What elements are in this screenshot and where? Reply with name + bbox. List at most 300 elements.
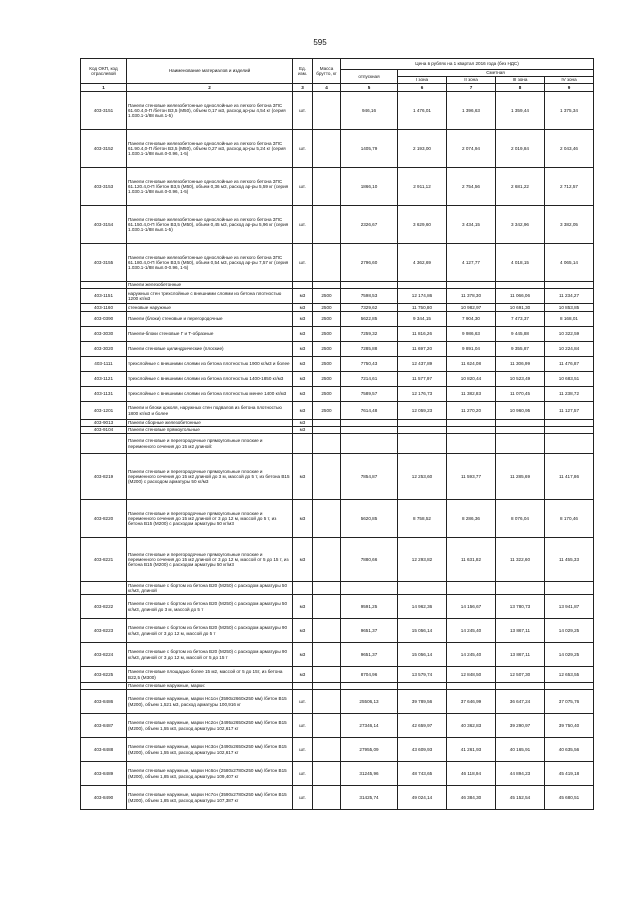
table-row	[81, 714, 594, 738]
header-name: Наименование материалов и изделий	[127, 59, 293, 84]
row-zone-4-price: 11 238,72	[545, 387, 594, 402]
row-zone-2-price: 2 074,94	[447, 130, 496, 168]
row-release-price: 946,16	[341, 92, 398, 130]
row-zone-4-price: 8 170,46	[545, 500, 594, 538]
row-release-price: 7598,53	[341, 289, 398, 304]
row-name: Панели стеновые с бортом из бетона В20 (М250) с расходом арматуры 90 кг/м3, длиной от 3 до 12 м, массой от 5 до 15 т	[127, 643, 293, 667]
table-row	[81, 282, 594, 289]
table-row	[81, 168, 594, 206]
row-mass: 2500	[313, 372, 341, 387]
row-zone-1-price: 11 816,26	[398, 327, 447, 342]
row-zone-3-price: 9 445,88	[496, 327, 545, 342]
row-unit: м3	[293, 372, 313, 387]
row-zone-2-price: 11 378,30	[447, 289, 496, 304]
row-code: 403-3155	[81, 244, 127, 282]
row-zone-2-price	[447, 683, 496, 690]
column-index: 6	[398, 84, 447, 92]
row-name: Панели стеновые и перегородочные прямоугольные плоские и переменного сечения до 15 м2 длиной до 3 м, массой до 5 т, из бетона В15 (М200) с расходом арматуры 50 кг/м3	[127, 454, 293, 500]
row-mass	[313, 714, 341, 738]
row-release-price: 31245,96	[341, 762, 398, 786]
row-code: 403-1111	[81, 357, 127, 372]
row-unit: шт.	[293, 738, 313, 762]
row-zone-1-price: 15 056,14	[398, 643, 447, 667]
row-name: Панели сборные железобетонные	[127, 420, 293, 427]
table-row	[81, 683, 594, 690]
row-zone-2-price: 14 245,40	[447, 643, 496, 667]
row-release-price: 7880,66	[341, 538, 398, 582]
row-zone-4-price: 10 224,84	[545, 342, 594, 357]
row-zone-1-price	[398, 434, 447, 454]
row-unit: м3	[293, 667, 313, 683]
row-release-price: 5620,85	[341, 500, 398, 538]
row-code: 403-8490	[81, 786, 127, 810]
row-zone-4-price	[545, 282, 594, 289]
row-zone-1-price: 9 344,15	[398, 312, 447, 327]
row-zone-1-price: 11 577,97	[398, 372, 447, 387]
row-release-price	[341, 427, 398, 434]
row-code: 403-8219	[81, 454, 127, 500]
row-name: Панели стеновые с бортом из бетона В20 (М250) с расходом арматуры 50 кг/м3, длиной до 3 м, массой до 5 т	[127, 595, 293, 619]
row-zone-1-price	[398, 427, 447, 434]
row-code: 403-8222	[81, 595, 127, 619]
row-zone-2-price: 9 986,63	[447, 327, 496, 342]
row-zone-1-price: 12 253,60	[398, 454, 447, 500]
row-mass: 2500	[313, 342, 341, 357]
row-zone-3-price	[496, 282, 545, 289]
row-unit: м3	[293, 327, 313, 342]
row-zone-2-price: 12 848,50	[447, 667, 496, 683]
table-row	[81, 619, 594, 643]
row-code: 403-8221	[81, 538, 127, 582]
table-row	[81, 786, 594, 810]
row-zone-4-price: 1 375,34	[545, 92, 594, 130]
row-zone-1-price: 12 293,82	[398, 538, 447, 582]
row-zone-1-price: 12 437,89	[398, 357, 447, 372]
row-unit: м3	[293, 289, 313, 304]
row-release-price: 7854,87	[341, 454, 398, 500]
row-unit: шт.	[293, 786, 313, 810]
row-name: наружных стен трехслойные с внешними слоями из бетона плотностью 1200 кг/м3	[127, 289, 293, 304]
row-zone-3-price: 2 681,22	[496, 168, 545, 206]
row-zone-4-price: 10 322,59	[545, 327, 594, 342]
row-code: 403-0390	[81, 312, 127, 327]
row-release-price: 2796,60	[341, 244, 398, 282]
row-zone-1-price	[398, 683, 447, 690]
row-code: 403-1160	[81, 304, 127, 312]
row-zone-2-price: 7 904,30	[447, 312, 496, 327]
table-row	[81, 312, 594, 327]
table-row	[81, 206, 594, 244]
column-index: 5	[341, 84, 398, 92]
row-zone-4-price: 45 419,18	[545, 762, 594, 786]
row-zone-1-price: 15 056,14	[398, 619, 447, 643]
row-zone-4-price: 14 029,25	[545, 619, 594, 643]
row-unit: шт.	[293, 206, 313, 244]
row-name: Панели стеновые железобетонные однослойные из легкого бетона ЗПС 61.60.4,0-П /бетон В3,5 (М50), объем 0,17 м3, расход ар-ры 4,54 кг (серия 1.030.1-1/88 вып.1-5)	[127, 92, 293, 130]
row-release-price: 27346,14	[341, 714, 398, 738]
row-zone-2-price	[447, 582, 496, 595]
row-zone-3-price	[496, 582, 545, 595]
row-mass	[313, 667, 341, 683]
row-unit: шт.	[293, 690, 313, 714]
table-row	[81, 130, 594, 168]
row-zone-4-price: 4 065,14	[545, 244, 594, 282]
row-release-price: 1866,10	[341, 168, 398, 206]
row-zone-2-price	[447, 427, 496, 434]
row-zone-1-price: 13 579,74	[398, 667, 447, 683]
row-zone-2-price: 10 982,97	[447, 304, 496, 312]
column-index: 2	[127, 84, 293, 92]
row-code	[81, 683, 127, 690]
row-release-price	[341, 434, 398, 454]
row-name: Панели стеновые и перегородочные прямоугольные плоские и переменного сечения до 15 м2 длиной от 3 до 12 м, массой до 5 т, из бетона В15 (М200) с расходом арматуры 50 кг/м3	[127, 500, 293, 538]
row-mass	[313, 500, 341, 538]
table-row	[81, 454, 594, 500]
header-unit: Ед. изм.	[293, 59, 313, 84]
row-code: 403-8488	[81, 738, 127, 762]
row-zone-3-price: 12 507,30	[496, 667, 545, 683]
row-release-price: 1405,79	[341, 130, 398, 168]
row-mass	[313, 92, 341, 130]
row-zone-2-price	[447, 434, 496, 454]
row-zone-1-price: 11 697,20	[398, 342, 447, 357]
table-body	[81, 92, 594, 810]
row-zone-3-price: 13 867,11	[496, 619, 545, 643]
column-index: 8	[496, 84, 545, 92]
row-name: Панели стеновые и перегородочные прямоугольные плоские и переменного сечения до 15 м2 длиной от 3 до 12 м, массой от 5 до 15 т, из бетона В15 (М200) с расходом арматуры 50 кг/м3	[127, 538, 293, 582]
row-zone-1-price: 12 059,23	[398, 402, 447, 420]
row-zone-2-price	[447, 420, 496, 427]
row-mass	[313, 420, 341, 427]
row-code	[81, 282, 127, 289]
row-code: 403-1201	[81, 402, 127, 420]
row-zone-3-price: 36 647,24	[496, 690, 545, 714]
row-unit	[293, 434, 313, 454]
row-zone-2-price: 11 624,08	[447, 357, 496, 372]
header-mass: Масса брутто, кг	[313, 59, 341, 84]
row-zone-3-price	[496, 420, 545, 427]
row-zone-3-price: 10 523,49	[496, 372, 545, 387]
row-mass	[313, 282, 341, 289]
row-zone-1-price	[398, 582, 447, 595]
header-zone-2: II зона	[447, 77, 496, 84]
row-name: Панели железобетонные	[127, 282, 293, 289]
row-mass: 2500	[313, 402, 341, 420]
row-unit: шт.	[293, 714, 313, 738]
table-row	[81, 420, 594, 427]
table-row	[81, 434, 594, 454]
row-mass	[313, 683, 341, 690]
row-release-price: 7285,88	[341, 342, 398, 357]
row-mass: 2500	[313, 327, 341, 342]
row-name: Панели стеновые железобетонные однослойные из легкого бетона ЗПС 61.90.4,0-П /бетон В3,5 (М50), объем 0,27 м3, расход ар-ры 5,24 кг (серия 1.030.1-1/88 вып.0-0.96, 1-5)	[127, 130, 293, 168]
row-zone-3-price: 45 152,54	[496, 786, 545, 810]
row-zone-1-price: 14 962,36	[398, 595, 447, 619]
row-mass	[313, 130, 341, 168]
row-zone-4-price: 40 635,56	[545, 738, 594, 762]
row-zone-4-price: 10 853,85	[545, 304, 594, 312]
row-release-price: 27955,09	[341, 738, 398, 762]
row-zone-1-price: 1 476,01	[398, 92, 447, 130]
table-row	[81, 289, 594, 304]
column-index: 1	[81, 84, 127, 92]
row-unit: шт.	[293, 244, 313, 282]
row-unit: м3	[293, 387, 313, 402]
row-mass	[313, 786, 341, 810]
row-mass	[313, 168, 341, 206]
row-zone-1-price	[398, 282, 447, 289]
row-zone-2-price: 3 434,15	[447, 206, 496, 244]
row-name: Панели стеновые и перегородочные прямоугольные плоские и переменного сечения до 15 м2 длиной:	[127, 434, 293, 454]
row-code	[81, 434, 127, 454]
table-row	[81, 500, 594, 538]
row-name: Панели стеновые наружные, марки Нс6сн (2580х2780х250 мм) /бетон В15 (М200), объем 1,85 м3, расход арматуры 109,407 кг	[127, 762, 293, 786]
row-zone-4-price: 3 382,05	[545, 206, 594, 244]
row-zone-2-price: 46 118,94	[447, 762, 496, 786]
row-unit: м3	[293, 304, 313, 312]
row-zone-1-price: 43 609,93	[398, 738, 447, 762]
row-name: Панели стеновые с бортом из бетона В20 (М250) с расходом арматуры 90 кг/м3, длиной от 3 до 12 м, массой до 5 т	[127, 619, 293, 643]
row-release-price: 7259,32	[341, 327, 398, 342]
row-release-price: 8704,96	[341, 667, 398, 683]
row-zone-3-price: 11 306,99	[496, 357, 545, 372]
row-zone-3-price: 7 473,37	[496, 312, 545, 327]
row-release-price: 25506,13	[341, 690, 398, 714]
header-zone-4: IV зона	[545, 77, 594, 84]
row-zone-2-price: 37 646,99	[447, 690, 496, 714]
row-name: Панели стеновые площадью более 15 м2, массой от 5 до 15т, из бетона В22,5 (М300)	[127, 667, 293, 683]
row-unit: шт.	[293, 762, 313, 786]
row-zone-3-price: 11 066,06	[496, 289, 545, 304]
row-zone-2-price: 11 382,83	[447, 387, 496, 402]
row-name: Панели стеновые наружные, марки:	[127, 683, 293, 690]
header-zone-3: III зона	[496, 77, 545, 84]
row-zone-3-price: 44 894,23	[496, 762, 545, 786]
row-mass: 2500	[313, 357, 341, 372]
row-zone-2-price: 14 156,67	[447, 595, 496, 619]
page-number: 595	[313, 38, 327, 47]
row-mass: 2500	[313, 387, 341, 402]
row-code: 403-1131	[81, 387, 127, 402]
row-unit: м3	[293, 420, 313, 427]
row-name: Панели стеновые наружные, марки Нс3сн (3490х2650х250 мм) /бетон В15 (М200), объем 1,55 м3, расход арматуры 102,617 кг	[127, 738, 293, 762]
row-code: 403-1121	[81, 372, 127, 387]
row-name: Панели и блоки цоколя, наружных стен подвалов из бетона плотностью 1800 кг/м3 и более	[127, 402, 293, 420]
row-code: 403-8224	[81, 643, 127, 667]
row-zone-1-price: 2 193,00	[398, 130, 447, 168]
row-name: Панели стеновые прямоугольные	[127, 427, 293, 434]
row-release-price: 7589,57	[341, 387, 398, 402]
row-code: 403-3153	[81, 168, 127, 206]
row-zone-2-price: 46 384,30	[447, 786, 496, 810]
row-zone-1-price: 42 659,97	[398, 714, 447, 738]
row-zone-4-price: 11 476,87	[545, 357, 594, 372]
row-code: 403-8225	[81, 667, 127, 683]
row-mass	[313, 538, 341, 582]
row-release-price	[341, 582, 398, 595]
row-mass: 2500	[313, 289, 341, 304]
row-unit	[293, 282, 313, 289]
row-name: Панели стеновые наружные, марки Нс1сн (3590х2660х250 мм) /бетон В15 (М200), объем 1,521 м3, расход арматуры 100,916 кг	[127, 690, 293, 714]
header-price-group: Цена в рублях на 1 квартал 2016 года (без НДС)	[341, 59, 594, 70]
row-zone-2-price: 1 396,63	[447, 92, 496, 130]
row-mass	[313, 427, 341, 434]
row-zone-3-price	[496, 427, 545, 434]
row-release-price: 7614,48	[341, 402, 398, 420]
column-index: 4	[313, 84, 341, 92]
table-row	[81, 92, 594, 130]
row-unit: м3	[293, 357, 313, 372]
row-zone-1-price: 12 174,86	[398, 289, 447, 304]
row-zone-3-price	[496, 683, 545, 690]
row-zone-3-price: 1 359,44	[496, 92, 545, 130]
row-unit	[293, 582, 313, 595]
row-unit: м3	[293, 500, 313, 538]
row-unit: шт.	[293, 168, 313, 206]
header-code: Код ОКП, код отраслевой	[81, 59, 127, 84]
header-estimate: Сметная	[398, 70, 594, 77]
row-code: 403-8487	[81, 714, 127, 738]
row-zone-3-price: 9 355,87	[496, 342, 545, 357]
row-zone-4-price: 11 417,86	[545, 454, 594, 500]
row-name: Панели стеновые наружные, марки Нс7сн (3590х2780х250 мм) /бетон В15 (М200), объем 1,85 м3, расход арматуры 107,387 кг	[127, 786, 293, 810]
row-mass	[313, 643, 341, 667]
row-code: 403-3151	[81, 92, 127, 130]
table-row	[81, 667, 594, 683]
row-zone-1-price: 11 750,80	[398, 304, 447, 312]
row-zone-2-price: 14 245,40	[447, 619, 496, 643]
price-table	[80, 58, 594, 810]
row-release-price: 31425,74	[341, 786, 398, 810]
row-release-price: 7214,61	[341, 372, 398, 387]
table-row	[81, 372, 594, 387]
table-row	[81, 427, 594, 434]
row-unit: м3	[293, 643, 313, 667]
row-zone-1-price: 8 758,52	[398, 500, 447, 538]
row-zone-1-price: 3 629,60	[398, 206, 447, 244]
row-mass: 2500	[313, 304, 341, 312]
row-zone-3-price: 13 780,73	[496, 595, 545, 619]
table-row	[81, 342, 594, 357]
row-zone-1-price: 39 789,56	[398, 690, 447, 714]
row-zone-3-price: 10 691,30	[496, 304, 545, 312]
row-code: 403-8223	[81, 619, 127, 643]
row-zone-1-price: 2 911,12	[398, 168, 447, 206]
row-name: Панели стеновые с бортом из бетона В20 (М250) с расходом арматуры 50 кг/м3, длиной	[127, 582, 293, 595]
row-zone-3-price: 39 290,97	[496, 714, 545, 738]
row-code: 403-8486	[81, 690, 127, 714]
row-zone-2-price: 9 891,04	[447, 342, 496, 357]
row-zone-3-price: 11 285,69	[496, 454, 545, 500]
row-unit: м3	[293, 619, 313, 643]
row-zone-3-price: 11 070,45	[496, 387, 545, 402]
row-name: Панели стеновые наружные, марки Нс2сн (3495х2650х250 мм) /бетон В15 (М200), объем 1,55 м3, расход арматуры 102,617 кг	[127, 714, 293, 738]
row-release-price: 9651,37	[341, 643, 398, 667]
row-zone-4-price	[545, 582, 594, 595]
row-code: 403-3154	[81, 206, 127, 244]
row-zone-3-price: 2 019,84	[496, 130, 545, 168]
row-zone-1-price: 4 362,69	[398, 244, 447, 282]
row-zone-4-price	[545, 427, 594, 434]
row-zone-4-price: 11 127,57	[545, 402, 594, 420]
row-unit: м3	[293, 312, 313, 327]
row-zone-2-price: 4 127,77	[447, 244, 496, 282]
row-zone-1-price: 12 176,73	[398, 387, 447, 402]
row-code: 403-8220	[81, 500, 127, 538]
row-code: 403-3152	[81, 130, 127, 168]
row-mass	[313, 738, 341, 762]
row-zone-3-price: 11 322,60	[496, 538, 545, 582]
table-row	[81, 327, 594, 342]
row-release-price: 9651,37	[341, 619, 398, 643]
row-zone-1-price	[398, 420, 447, 427]
row-unit	[293, 683, 313, 690]
row-zone-1-price: 49 024,14	[398, 786, 447, 810]
row-zone-2-price: 11 593,77	[447, 454, 496, 500]
row-zone-4-price: 2 043,46	[545, 130, 594, 168]
row-code	[81, 582, 127, 595]
row-mass	[313, 454, 341, 500]
row-zone-4-price: 45 680,51	[545, 786, 594, 810]
row-zone-3-price: 10 960,95	[496, 402, 545, 420]
row-name: Панели стеновые железобетонные однослойные из легкого бетона ЗПС 61.180.4,0-П /бетон В3,5 (М50), объем 0,54 м3, расход ар-ры 7,57 кг (серия 1.030.1-1/88 вып.0-0.96, 1-5)	[127, 244, 293, 282]
row-mass: 2500	[313, 312, 341, 327]
row-zone-3-price	[496, 434, 545, 454]
row-unit: м3	[293, 402, 313, 420]
row-mass	[313, 762, 341, 786]
row-name: трехслойные с внешними слоями из бетона плотностью 1900 кг/м3 и более	[127, 357, 293, 372]
row-name: Панели стеновые цилиндрические (плоские)	[127, 342, 293, 357]
row-zone-4-price: 13 941,87	[545, 595, 594, 619]
row-mass	[313, 690, 341, 714]
row-zone-2-price: 41 261,93	[447, 738, 496, 762]
row-zone-3-price: 8 076,04	[496, 500, 545, 538]
table-row	[81, 538, 594, 582]
row-release-price	[341, 282, 398, 289]
row-mass	[313, 244, 341, 282]
row-unit: шт.	[293, 92, 313, 130]
row-unit: м3	[293, 454, 313, 500]
row-zone-4-price: 10 683,51	[545, 372, 594, 387]
row-zone-2-price: 10 820,44	[447, 372, 496, 387]
row-name: стеновые наружные	[127, 304, 293, 312]
row-zone-4-price	[545, 434, 594, 454]
row-zone-4-price	[545, 420, 594, 427]
header-release: отпускная	[341, 70, 398, 84]
row-mass	[313, 206, 341, 244]
row-name: трехслойные с внешними слоями из бетона плотностью 1400-1850 кг/м3	[127, 372, 293, 387]
row-release-price: 2326,67	[341, 206, 398, 244]
row-name: Панели (блоки) стеновые и перегородочные	[127, 312, 293, 327]
row-release-price	[341, 420, 398, 427]
table-row	[81, 244, 594, 282]
row-name: Панели стеновые железобетонные однослойные из легкого бетона ЗПС 61.150.4,0-П /бетон В3,5 (М50), объем 0,45 м3, расход ар-ры 5,96 кг (серия 1.030.1-1/88 вып.1-5)	[127, 206, 293, 244]
table-row	[81, 582, 594, 595]
row-zone-4-price: 2 712,57	[545, 168, 594, 206]
row-name: Панели стеновые железобетонные однослойные из легкого бетона ЗПС 61.120.4,0-П /бетон В3,5 (М50), объем 0,36 м3, расход ар-ры 5,59 кг (серия 1.030.1-1/88 вып.0-0.96, 1-5)	[127, 168, 293, 206]
row-zone-3-price: 4 018,15	[496, 244, 545, 282]
row-name: Панели-блоки стеновые Г и Т-образные	[127, 327, 293, 342]
row-code: 403-3020	[81, 342, 127, 357]
row-code: 403-3030	[81, 327, 127, 342]
row-zone-2-price: 8 286,36	[447, 500, 496, 538]
row-name: трехслойные с внешними слоями из бетона плотностью менее 1400 кг/м3	[127, 387, 293, 402]
table-row	[81, 738, 594, 762]
row-zone-4-price: 37 075,76	[545, 690, 594, 714]
row-zone-2-price: 11 270,20	[447, 402, 496, 420]
row-zone-2-price: 11 631,82	[447, 538, 496, 582]
row-zone-2-price	[447, 282, 496, 289]
